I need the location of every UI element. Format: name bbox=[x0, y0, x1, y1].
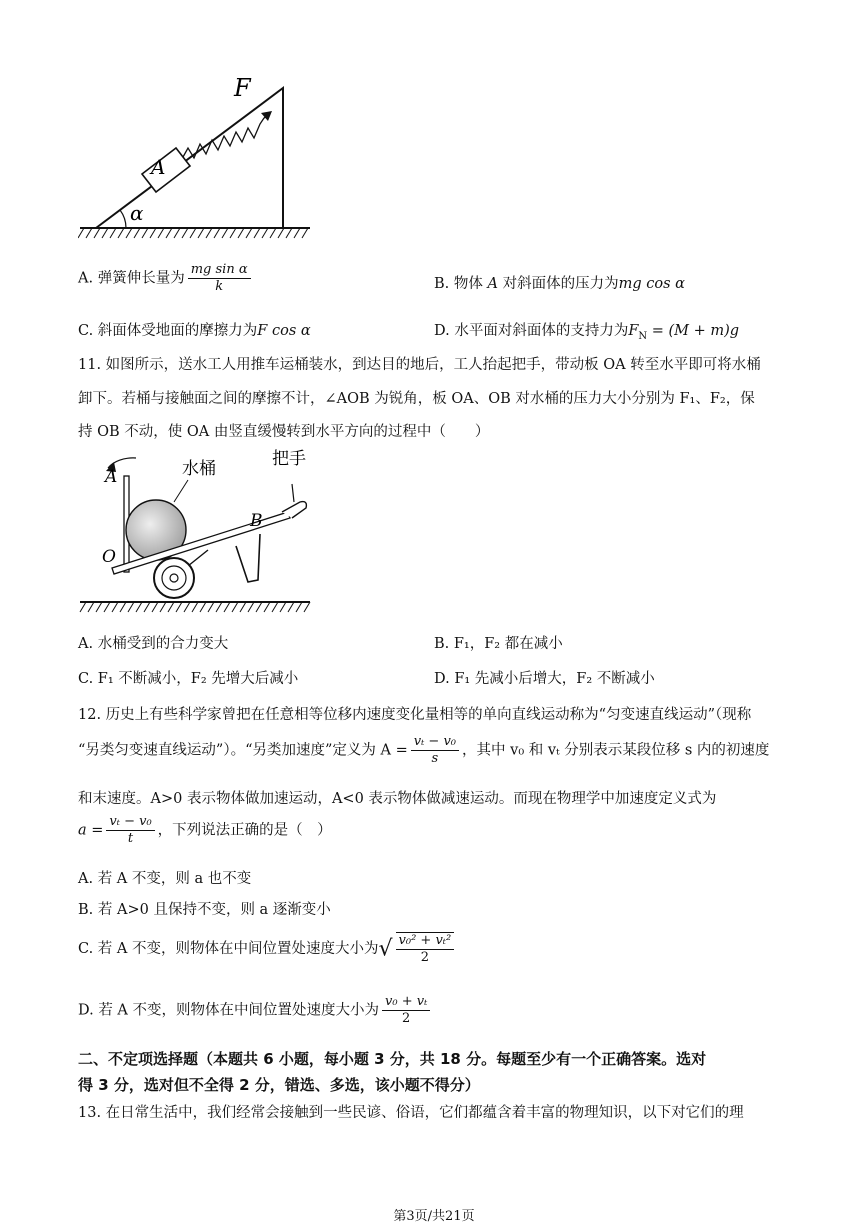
section-heading-line-2: 得 3 分，选对但不全得 2 分，错选、多选，该小题不得分） bbox=[78, 1076, 480, 1094]
q10-option-d: D. 水平面对斜面体的支持力为$F_N = (M + m)g$ bbox=[434, 323, 740, 342]
handle-label: 把手 bbox=[272, 449, 306, 469]
q11-option-d: D. F₁ 先减小后增大，F₂ 不断减小 bbox=[434, 671, 655, 687]
q12-option-d: D. 若 A 不变，则物体在中间位置处速度大小为 $\frac{\text{v₀ + vₜ}}{2}$ bbox=[78, 994, 433, 1027]
q12-option-a: A. 若 A 不变，则 a 也不变 bbox=[78, 871, 252, 887]
point-b-label: B bbox=[250, 511, 263, 531]
q12-option-b: B. 若 A>0 且保持不变，则 a 逐渐变小 bbox=[78, 902, 331, 918]
q11-line-3: 持 OB 不动，使 OA 由竖直缓慢转到水平方向的过程中（ ） bbox=[78, 424, 490, 440]
cart-figure bbox=[78, 446, 318, 621]
bucket-label: 水桶 bbox=[182, 459, 216, 479]
q11-line-2: 卸下。若桶与接触面之间的摩擦不计，∠AOB 为锐角，板 OA、OB 对水桶的压力大小分别为 F₁、F₂，保 bbox=[78, 391, 755, 407]
q13-line-1: 13. 在日常生活中，我们经常会接触到一些民谚、俗语，它们都蕴含着丰富的物理知识，以下对它们的理 bbox=[78, 1105, 744, 1121]
section-heading-line-1: 二、不定项选择题（本题共 6 小题，每小题 3 分，共 18 分。每题至少有一个正确答案。选对 bbox=[78, 1050, 707, 1068]
point-o-label: O bbox=[102, 547, 116, 567]
incline-figure bbox=[78, 70, 318, 245]
q12-line-1: 12. 历史上有些科学家曾把在任意相等位移内速度变化量相等的单向直线运动称为“匀变速直线运动”（现称 bbox=[78, 707, 752, 723]
q11-line-1: 11. 如图所示，送水工人用推车运桶装水，到达目的地后，工人抬起把手，带动板 OA 转至水平即可将水桶 bbox=[78, 357, 761, 373]
q12-line-3: 和末速度。A>0 表示物体做加速运动，A<0 表示物体做减速运动。而现在物理学中加速度定义式为 bbox=[78, 791, 717, 807]
q12-line-2: “另类匀变速直线运动”）。“另类加速度”定义为 A = $\frac{\text{vₜ − v₀}}{s}$ ，其中 v₀ 和 vₜ 分别表示某段位移 s 内的初速度 bbox=[78, 734, 770, 766]
q11-option-c: C. F₁ 不断减小，F₂ 先增大后减小 bbox=[78, 671, 299, 687]
q11-option-a: A. 水桶受到的合力变大 bbox=[78, 636, 229, 652]
q12-line-4: a = $\frac{\text{vₜ − v₀}}{t}$ ，下列说法正确的是（ ） bbox=[78, 814, 332, 846]
page-number: 第3页/共21页 bbox=[393, 1209, 475, 1224]
angle-label: α bbox=[130, 201, 144, 225]
block-label: A bbox=[151, 155, 166, 179]
q11-option-b: B. F₁，F₂ 都在减小 bbox=[434, 636, 563, 652]
q10-option-c: C. 斜面体受地面的摩擦力为F cos α bbox=[78, 323, 311, 339]
q12-option-c: C. 若 A 不变，则物体在中间位置处速度大小为√ $\frac{\text{v₀² + vₜ²}}{2}$ bbox=[78, 932, 457, 966]
q10-option-b: B. 物体 A 对斜面体的压力为mg cos α bbox=[434, 276, 685, 292]
force-label: F bbox=[234, 74, 251, 102]
q10-option-a: A. 弹簧伸长量为 $\frac{\text{mg sin α}}{k}$ bbox=[78, 262, 254, 295]
point-a-label: A bbox=[105, 467, 118, 487]
